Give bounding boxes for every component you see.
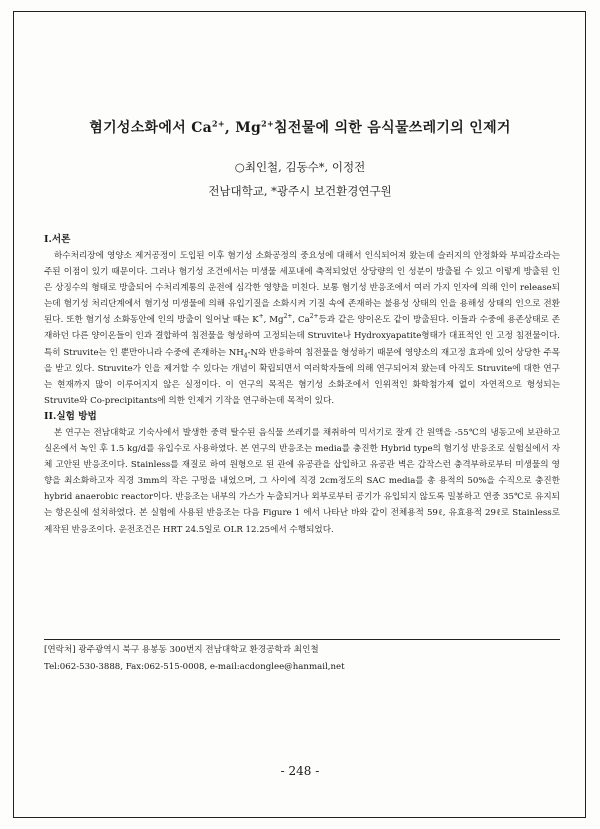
introduction-paragraph: 하수처리장에 영양소 제거공정이 도입된 이후 혐기성 소화공정의 중요성에 대해서 인식되어져 왔는데 슬러지의 안정화와 부피감소라는 주된 이점이 있기 때문이다. 그러나 혐기성 조건에서는 미생물 세포내에 축적되었던 상당량의 인 성분이 방출될 수 있고 이렇게 방출된 인은 상징수의 형태로 방출되어 수처리계통의 운전에 심각한 영향을 미친다. 보통 혐기성 반응조에서 여러 가지 인자에 의해 인이 release되는데 혐기성 처리단계에서 혐기성 미생물에 의해 유입기질을 소화시켜 기질 속에 존재하는 불용성 상태의 인을 용해성 상태의 인으로 전환된다. 또한 혐기성 소화동안에 인의 방출이 일어날 때는 K+, $Mg^{2+}$, $Ca^{2+}$등과 같은 양이온도 같이 방출된다. 이들과 수중에 용존상태로 존재하던 다른 양이온들이 인과 결합하여 침전물을 형성하여 고정되는데 Struvite나 Hydroxyapatite형태가 대표적인 인 고정 침전물이다. 특히 Struvite는 인 뿐만아니라 수중에 존재하는 $NH_4-N$와 반응하여 침전물을 형성하기 때문에 영양소의 재고정 효과에 있어 상당한 주목을 받고 있다. Struvite가 인을 제거할 수 있다는 개념이 확립되면서 여러학자들에 의해 연구되어져 왔는데 아직도 Struvite에 대한 연구는 현재까지 많이 이루어지지 않은 실정이다. 이 연구의 목적은 혐기성 소화조에서 인위적인 화학첨가제 없이 자연적으로 형성되는 Struvite와 Co-precipitants에 의한 인제거 기작을 연구하는데 목적이 있다. bbox=[44, 251, 560, 406]
author-list: ○최인철, 김동수*, 이정전 bbox=[234, 160, 366, 174]
section-heading-introduction: I.서론 bbox=[44, 234, 71, 245]
contact-phone-email: Tel:062-530-3888, Fax:062-515-0008, e-mail:acdonglee@hanmail,net bbox=[44, 662, 345, 672]
affiliation: 전남대학교, *광주시 보건환경연구원 bbox=[208, 184, 392, 198]
page-number: - 248 - bbox=[280, 764, 320, 778]
section-heading-methods: II.실험 방법 bbox=[44, 410, 97, 422]
contact-address: [연락처] 광주광역시 북구 용봉동 300번지 전남대학교 환경공학과 최인철 bbox=[44, 645, 319, 655]
methods-paragraph: 본 연구는 전남대학교 기숙사에서 발생한 중력 탈수된 음식물 쓰레기를 채취하여 믹서기로 잘게 간 원액을 -55℃의 냉동고에 보관하고 실온에서 녹인 후 1.5 kg/d를 유입수로 사용하였다. 본 연구의 반응조는 media를 충진한 Hybrid type의 혐기성 반응조로 실험실에서 자체 고안된 반응조이다. Stainless를 재질로 하여 원형으로 된 관에 유공관을 삽입하고 유공관 벽은 갑작스런 충격부하로부터 미생물의 영향을 최소화하고자 직경 3mm의 작은 구멍을 내었으며, 그 사이에 직경 2cm정도의 SAC media를 총 용적의 50%을 수직으로 충진한 hybrid anaerobic reactor이다. 반응조는 내부의 가스가 누출되거나 외부로부터 공기가 유입되지 않도록 밀봉하고 연중 35℃로 유지되는 항온실에 설치하였다. 본 실험에 사용된 반응조는 다음 Figure 1 에서 나타난 바와 같이 전체용적 59ℓ, 유효용적 29ℓ로 Stainless로 제작된 반응조이다. 운전조건은 HRT 24.5일로 OLR 12.25에서 수행되었다. bbox=[44, 427, 560, 535]
contact-footer bbox=[44, 639, 560, 676]
paper-body bbox=[44, 232, 560, 538]
paper-title: 혐기성소화에서 $Ca^{2+}$, $Mg^{2+}$침전물에 의한 음식물쓰레기의 인제거 bbox=[89, 118, 511, 136]
